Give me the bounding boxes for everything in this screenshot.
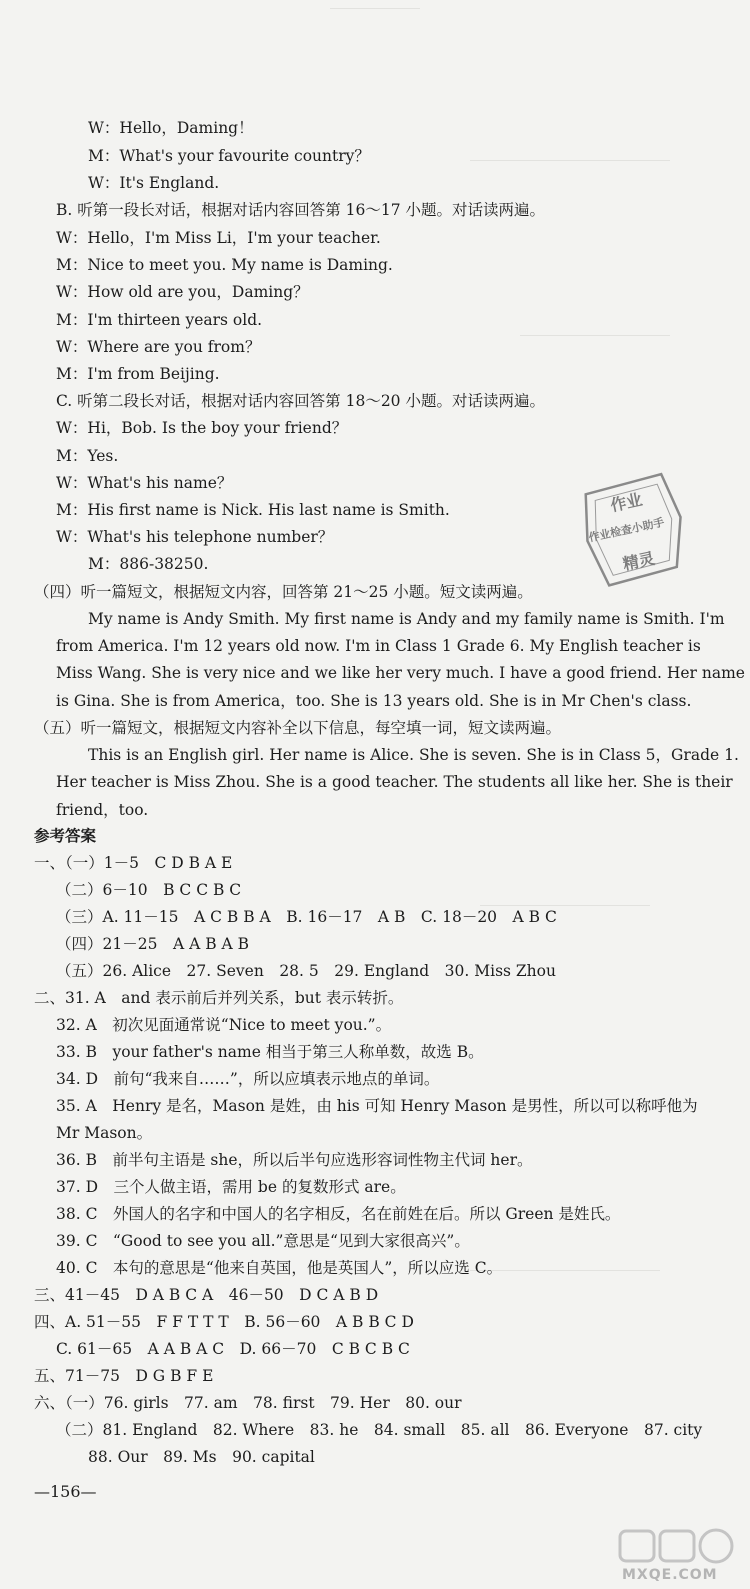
answer-line: 40. C 本句的意思是“他来自英国，他是英国人”，所以应选 C。 bbox=[56, 1259, 503, 1277]
answer-line: Mr Mason。 bbox=[56, 1124, 153, 1142]
passage-line: My name is Andy Smith. My first name is Andy and my family name is Smith. I'm bbox=[88, 610, 725, 628]
answer-line: 二、31. A and 表示前后并列关系，but 表示转折。 bbox=[34, 989, 404, 1007]
answer-line: 35. A Henry 是名，Mason 是姓，由 his 可知 Henry Mason 是男性，所以可以称呼他为 bbox=[56, 1097, 698, 1115]
answer-line: （二）81. England 82. Where 83. he 84. small 85. all 86. Everyone 87. city bbox=[56, 1421, 703, 1439]
answer-line: C. 61－65 A A B A C D. 66－70 C B C B C bbox=[56, 1340, 410, 1358]
answer-line: 38. C 外国人的名字和中国人的名字相反，名在前姓在后。所以 Green 是姓氏。 bbox=[56, 1205, 621, 1223]
stamp bbox=[570, 465, 698, 593]
answer-line: 三、41－45 D A B C A 46－50 D C A B D bbox=[34, 1286, 379, 1304]
transcript-line: M：Yes. bbox=[56, 447, 119, 465]
transcript-line: W：Hello，I'm Miss Li，I'm your teacher. bbox=[56, 229, 381, 247]
answer-line: 34. D 前句“我来自……”，所以应填表示地点的单词。 bbox=[56, 1070, 440, 1088]
answer-line: 88. Our 89. Ms 90. capital bbox=[88, 1448, 315, 1466]
transcript-line: M：What's your favourite country？ bbox=[88, 147, 370, 165]
transcript-line: M：His first name is Nick. His last name is Smith. bbox=[56, 501, 450, 519]
stamp-line: 作业 bbox=[608, 489, 644, 516]
answer-line: 32. A 初次见面通常说“Nice to meet you.”。 bbox=[56, 1016, 392, 1034]
transcript-line: W：What's his name？ bbox=[56, 474, 233, 492]
answer-line: （三）A. 11－15 A C B B A B. 16－17 A B C. 18－20 A B C bbox=[56, 908, 557, 926]
answer-line: （五）26. Alice 27. Seven 28. 5 29. England 30. Miss Zhou bbox=[56, 962, 556, 980]
section-instruction: C. 听第二段长对话，根据对话内容回答第 18～20 小题。对话读两遍。 bbox=[56, 392, 545, 410]
answer-line: 36. B 前半句主语是 she，所以后半句应选形容词性物主代词 her。 bbox=[56, 1151, 533, 1169]
transcript-line: W：Hello，Daming！ bbox=[88, 119, 254, 137]
watermark-logo bbox=[612, 1525, 742, 1585]
answer-line: 一、（一）1－5 C D B A E bbox=[34, 854, 233, 872]
answer-line: 五、71－75 D G B F E bbox=[34, 1367, 214, 1385]
passage-line: This is an English girl. Her name is Alice. She is seven. She is in Class 5，Grade 1. bbox=[88, 746, 739, 764]
watermark-graphic bbox=[612, 1525, 742, 1565]
answer-line: 四、A. 51－55 F F T T T B. 56－60 A B B C D bbox=[34, 1313, 414, 1331]
transcript-line: W：What's his telephone number？ bbox=[56, 528, 334, 546]
page-number: —156— bbox=[34, 1482, 97, 1501]
section-instruction: B. 听第一段长对话，根据对话内容回答第 16～17 小题。对话读两遍。 bbox=[56, 201, 546, 219]
transcript-line: W：Where are you from？ bbox=[56, 338, 261, 356]
passage-line: from America. I'm 12 years old now. I'm in Class 1 Grade 6. My English teacher is bbox=[56, 637, 701, 655]
section-instruction: （四）听一篇短文，根据短文内容，回答第 21～25 小题。短文读两遍。 bbox=[34, 583, 533, 601]
passage-line: Miss Wang. She is very nice and we like her very much. I have a good friend. Her name bbox=[56, 664, 745, 682]
passage-line: friend，too. bbox=[56, 801, 149, 819]
answer-line: 37. D 三个人做主语，需用 be 的复数形式 are。 bbox=[56, 1178, 406, 1196]
stamp-line: 作业检查小助手 bbox=[587, 515, 666, 545]
watermark-text: MXQE.COM bbox=[622, 1567, 718, 1583]
passage-line: Her teacher is Miss Zhou. She is a good teacher. The students all like her. She is their bbox=[56, 773, 733, 791]
transcript-line: M：886-38250. bbox=[88, 555, 209, 573]
answer-line: 33. B your father's name 相当于第三人称单数，故选 B。 bbox=[56, 1043, 484, 1061]
transcript-line: W：Hi，Bob. Is the boy your friend？ bbox=[56, 419, 348, 437]
answer-line: （四）21－25 A A B A B bbox=[56, 935, 250, 953]
passage-line: is Gina. She is from America，too. She is 13 years old. She is in Mr Chen's class. bbox=[56, 692, 692, 710]
transcript-line: M：I'm thirteen years old. bbox=[56, 311, 263, 329]
answer-line: （二）6－10 B C C B C bbox=[56, 881, 242, 899]
transcript-line: W：How old are you，Daming？ bbox=[56, 283, 309, 301]
transcript-line: M：I'm from Beijing. bbox=[56, 365, 220, 383]
answer-key-heading: 参考答案 bbox=[34, 826, 97, 845]
answer-line: 六、（一）76. girls 77. am 78. first 79. Her 80. our bbox=[34, 1394, 462, 1412]
section-instruction: （五）听一篇短文，根据短文内容补全以下信息，每空填一词，短文读两遍。 bbox=[34, 719, 562, 737]
stamp-line: 精灵 bbox=[621, 548, 657, 574]
transcript-line: M：Nice to meet you. My name is Daming. bbox=[56, 256, 393, 274]
transcript-line: W：It's England. bbox=[88, 174, 220, 192]
answer-line: 39. C “Good to see you all.”意思是“见到大家很高兴”。 bbox=[56, 1232, 470, 1250]
